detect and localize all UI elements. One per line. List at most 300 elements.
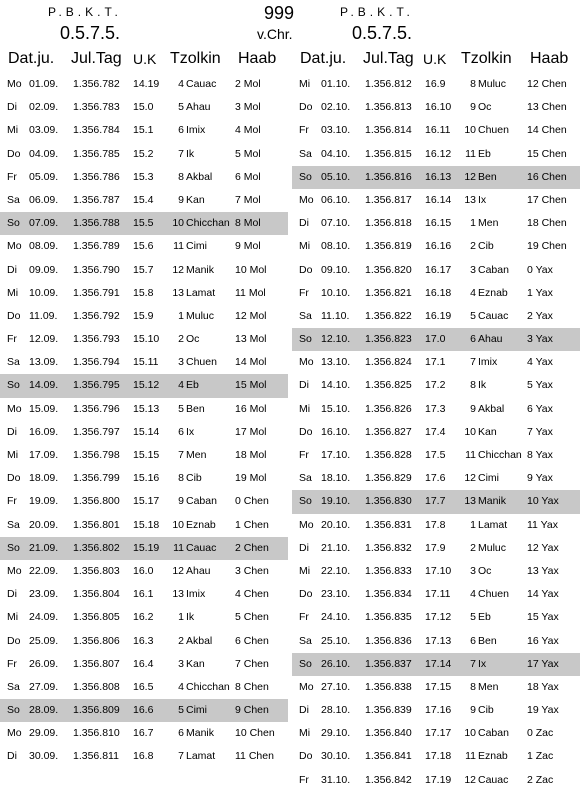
tzolkin-day-cell: Ben <box>478 170 497 183</box>
tzolkin-number-cell: 1 <box>178 309 184 322</box>
date-cell: 09.09. <box>29 263 59 276</box>
weekday-cell: Mo <box>7 78 22 90</box>
tzolkin-number-cell: 3 <box>178 657 184 670</box>
table-row <box>292 583 580 606</box>
uk-cell: 16.9 <box>425 78 446 90</box>
tzolkin-day-cell: Men <box>478 217 499 230</box>
julian-day-cell: 1.356.783 <box>73 101 120 114</box>
haab-cell: 15 Chen <box>527 147 567 160</box>
julian-day-cell: 1.356.815 <box>365 147 412 160</box>
uk-cell: 17.6 <box>425 472 446 485</box>
table-row <box>292 560 580 583</box>
haab-cell: 2 Mol <box>235 78 261 90</box>
date-cell: 18.10. <box>321 472 351 485</box>
uk-cell: 16.14 <box>425 193 452 206</box>
haab-cell: 5 Mol <box>235 147 261 160</box>
haab-cell: 10 Mol <box>235 263 267 276</box>
uk-cell: 16.1 <box>133 588 154 601</box>
weekday-cell: Mo <box>7 402 22 415</box>
weekday-cell: Di <box>7 263 17 276</box>
table-row <box>0 143 288 166</box>
tzolkin-day-cell: Chuen <box>478 588 509 601</box>
julian-day-cell: 1.356.784 <box>73 124 120 137</box>
tzolkin-number-cell: 5 <box>470 309 476 322</box>
julian-day-cell: 1.356.810 <box>73 727 120 740</box>
table-row <box>292 119 580 142</box>
tzolkin-number-cell: 4 <box>178 379 184 392</box>
tzolkin-day-cell: Ahau <box>186 101 211 114</box>
haab-cell: 5 Chen <box>235 611 269 624</box>
weekday-cell: Di <box>299 541 309 554</box>
julian-day-cell: 1.356.795 <box>73 379 120 392</box>
julian-day-cell: 1.356.819 <box>365 240 412 253</box>
date-cell: 03.10. <box>321 124 351 137</box>
tzolkin-number-cell: 13 <box>464 193 476 206</box>
tzolkin-day-cell: Cauac <box>478 309 509 322</box>
tzolkin-number-cell: 7 <box>178 750 184 763</box>
date-cell: 07.09. <box>29 217 59 230</box>
julian-day-cell: 1.356.838 <box>365 680 412 693</box>
uk-cell: 16.3 <box>133 634 154 647</box>
weekday-cell: Mo <box>7 564 22 577</box>
date-cell: 30.09. <box>29 750 59 763</box>
date-cell: 22.09. <box>29 564 59 577</box>
weekday-cell: Do <box>7 309 21 322</box>
tzolkin-number-cell: 9 <box>470 704 476 717</box>
date-cell: 10.09. <box>29 286 59 299</box>
tzolkin-number-cell: 4 <box>178 78 184 90</box>
date-cell: 19.10. <box>321 495 351 508</box>
table-row <box>292 398 580 421</box>
uk-cell: 15.4 <box>133 193 154 206</box>
tzolkin-number-cell: 9 <box>470 402 476 415</box>
date-cell: 12.09. <box>29 333 59 346</box>
julian-day-cell: 1.356.835 <box>365 611 412 624</box>
tzolkin-number-cell: 8 <box>470 78 476 90</box>
uk-cell: 15.3 <box>133 170 154 183</box>
table-row <box>292 745 580 768</box>
tzolkin-day-cell: Caban <box>186 495 217 508</box>
uk-cell: 16.0 <box>133 564 154 577</box>
weekday-cell: Do <box>299 263 313 276</box>
table-row <box>0 676 288 699</box>
tzolkin-number-cell: 5 <box>470 611 476 624</box>
weekday-cell: Mi <box>7 449 19 461</box>
haab-cell: 7 Chen <box>235 657 269 670</box>
table-row <box>0 235 288 258</box>
weekday-cell: So <box>299 657 312 670</box>
julian-day-cell: 1.356.818 <box>365 217 412 230</box>
haab-cell: 18 Yax <box>527 680 559 693</box>
tzolkin-day-cell: Cimi <box>186 704 207 717</box>
julian-day-cell: 1.356.796 <box>73 402 120 415</box>
date-cell: 06.10. <box>321 193 351 206</box>
tzolkin-day-cell: Imix <box>478 356 498 369</box>
tzolkin-number-cell: 7 <box>178 449 184 461</box>
tzolkin-number-cell: 11 <box>173 541 184 554</box>
uk-cell: 17.18 <box>425 750 452 763</box>
table-row <box>0 722 288 745</box>
date-cell: 25.09. <box>29 634 59 647</box>
right-header-uk: U.K <box>423 51 447 67</box>
haab-cell: 9 Yax <box>527 472 553 485</box>
julian-day-cell: 1.356.789 <box>73 240 120 253</box>
tzolkin-day-cell: Ix <box>478 657 487 670</box>
julian-day-cell: 1.356.820 <box>365 263 412 276</box>
weekday-cell: Mi <box>7 286 19 299</box>
tzolkin-number-cell: 5 <box>178 704 184 717</box>
table-row <box>292 305 580 328</box>
tzolkin-number-cell: 10 <box>464 124 476 137</box>
julian-day-cell: 1.356.836 <box>365 634 412 647</box>
left-header-date: Dat.ju. <box>8 50 55 67</box>
table-row <box>292 630 580 653</box>
weekday-cell: Fr <box>299 286 309 299</box>
tzolkin-number-cell: 12 <box>464 472 476 485</box>
julian-day-cell: 1.356.791 <box>73 286 120 299</box>
tzolkin-day-cell: Oc <box>186 333 200 346</box>
year-label: 999 <box>264 3 295 23</box>
uk-cell: 15.10 <box>133 333 160 346</box>
table-row <box>292 676 580 699</box>
weekday-cell: Mo <box>299 193 314 206</box>
date-cell: 07.10. <box>321 217 351 230</box>
tzolkin-number-cell: 5 <box>178 402 184 415</box>
haab-cell: 13 Yax <box>527 564 559 577</box>
haab-cell: 11 Yax <box>527 518 558 531</box>
haab-cell: 8 Yax <box>527 449 553 461</box>
table-row <box>0 490 288 513</box>
uk-cell: 16.15 <box>425 217 452 230</box>
weekday-cell: Di <box>299 217 309 230</box>
weekday-cell: Mo <box>299 518 314 531</box>
tzolkin-number-cell: 11 <box>465 147 476 160</box>
julian-day-cell: 1.356.839 <box>365 704 412 717</box>
haab-cell: 10 Chen <box>235 727 275 740</box>
table-row <box>0 398 288 421</box>
weekday-cell: So <box>299 495 312 508</box>
table-row <box>292 189 580 212</box>
table-row <box>0 189 288 212</box>
tzolkin-day-cell: Kan <box>478 425 497 438</box>
date-cell: 26.10. <box>321 657 351 670</box>
julian-day-cell: 1.356.799 <box>73 472 120 485</box>
weekday-cell: Fr <box>7 170 17 183</box>
tzolkin-day-cell: Kan <box>186 193 205 206</box>
era-label: v.Chr. <box>257 26 293 42</box>
julian-day-cell: 1.356.828 <box>365 449 412 461</box>
tzolkin-day-cell: Cauac <box>478 773 509 786</box>
table-row <box>292 722 580 745</box>
tzolkin-day-cell: Eznab <box>186 518 216 531</box>
uk-cell: 17.8 <box>425 518 446 531</box>
tzolkin-day-cell: Eb <box>186 379 199 392</box>
haab-cell: 1 Zac <box>527 750 554 763</box>
haab-cell: 2 Chen <box>235 541 269 554</box>
haab-cell: 19 Mol <box>235 472 267 485</box>
tzolkin-number-cell: 3 <box>470 263 476 276</box>
haab-cell: 2 Yax <box>527 309 553 322</box>
tzolkin-day-cell: Chicchan <box>186 680 230 693</box>
tzolkin-number-cell: 1 <box>178 611 184 624</box>
julian-day-cell: 1.356.788 <box>73 217 120 230</box>
weekday-cell: Mi <box>7 611 19 624</box>
left-period-label: P.B.K.T. <box>48 5 122 19</box>
julian-day-cell: 1.356.806 <box>73 634 120 647</box>
weekday-cell: Fr <box>299 449 309 461</box>
weekday-cell: Mi <box>299 564 311 577</box>
julian-day-cell: 1.356.794 <box>73 356 120 369</box>
weekday-cell: Mi <box>299 727 311 740</box>
tzolkin-day-cell: Manik <box>478 495 507 508</box>
date-cell: 02.09. <box>29 101 59 114</box>
haab-cell: 6 Mol <box>235 170 261 183</box>
table-row <box>292 73 580 96</box>
uk-cell: 17.16 <box>425 704 452 717</box>
weekday-cell: Do <box>299 425 313 438</box>
julian-day-cell: 1.356.792 <box>73 309 120 322</box>
tzolkin-number-cell: 8 <box>470 680 476 693</box>
table-row <box>292 444 580 467</box>
date-cell: 13.09. <box>29 356 59 369</box>
left-header-tzolkin: Tzolkin <box>170 50 221 67</box>
date-cell: 08.09. <box>29 240 59 253</box>
weekday-cell: Di <box>7 101 17 114</box>
date-cell: 17.09. <box>29 449 59 461</box>
weekday-cell: So <box>299 170 312 183</box>
haab-cell: 13 Chen <box>527 101 567 114</box>
date-cell: 20.10. <box>321 518 351 531</box>
table-row <box>292 96 580 119</box>
julian-day-cell: 1.356.811 <box>73 750 119 763</box>
table-row <box>0 630 288 653</box>
tzolkin-number-cell: 3 <box>178 356 184 369</box>
julian-day-cell: 1.356.842 <box>365 773 412 786</box>
haab-cell: 19 Yax <box>527 704 559 717</box>
tzolkin-day-cell: Men <box>478 680 499 693</box>
tzolkin-day-cell: Imix <box>186 588 206 601</box>
tzolkin-number-cell: 7 <box>178 147 184 160</box>
date-cell: 02.10. <box>321 101 351 114</box>
date-cell: 09.10. <box>321 263 351 276</box>
weekday-cell: Di <box>7 425 17 438</box>
uk-cell: 16.17 <box>425 263 452 276</box>
julian-day-cell: 1.356.817 <box>365 193 412 206</box>
uk-cell: 16.7 <box>133 727 154 740</box>
table-row <box>292 514 580 537</box>
uk-cell: 15.0 <box>133 101 154 114</box>
haab-cell: 7 Yax <box>527 425 553 438</box>
julian-day-cell: 1.356.825 <box>365 379 412 392</box>
tzolkin-number-cell: 11 <box>465 750 476 763</box>
haab-cell: 17 Mol <box>235 425 267 438</box>
weekday-cell: Sa <box>299 472 312 485</box>
table-row <box>292 143 580 166</box>
weekday-cell: Do <box>7 634 21 647</box>
weekday-cell: So <box>299 333 312 346</box>
uk-cell: 17.17 <box>425 727 452 740</box>
table-row <box>0 119 288 142</box>
julian-day-cell: 1.356.782 <box>73 78 120 90</box>
uk-cell: 17.14 <box>425 657 452 670</box>
table-row <box>0 514 288 537</box>
uk-cell: 15.7 <box>133 263 154 276</box>
julian-day-cell: 1.356.837 <box>365 657 412 670</box>
haab-cell: 4 Yax <box>527 356 553 369</box>
weekday-cell: Do <box>299 588 313 601</box>
tzolkin-number-cell: 2 <box>178 634 184 647</box>
weekday-cell: Sa <box>299 634 312 647</box>
tzolkin-day-cell: Cimi <box>186 240 207 253</box>
date-cell: 23.10. <box>321 588 351 601</box>
uk-cell: 17.9 <box>425 541 446 554</box>
weekday-cell: Sa <box>299 309 312 322</box>
weekday-cell: Mo <box>7 727 22 740</box>
october-column <box>292 73 580 792</box>
julian-day-cell: 1.356.830 <box>365 495 412 508</box>
julian-day-cell: 1.356.823 <box>365 333 412 346</box>
tzolkin-number-cell: 4 <box>470 588 476 601</box>
date-cell: 13.10. <box>321 356 351 369</box>
julian-day-cell: 1.356.833 <box>365 564 412 577</box>
table-row <box>292 490 580 513</box>
uk-cell: 15.18 <box>133 518 160 531</box>
haab-cell: 6 Yax <box>527 402 553 415</box>
tzolkin-day-cell: Manik <box>186 263 215 276</box>
date-cell: 06.09. <box>29 193 59 206</box>
table-row <box>0 444 288 467</box>
uk-cell: 16.19 <box>425 309 452 322</box>
haab-cell: 8 Mol <box>235 217 261 230</box>
tzolkin-day-cell: Muluc <box>478 541 507 554</box>
weekday-cell: So <box>7 541 20 554</box>
table-row <box>292 282 580 305</box>
tzolkin-day-cell: Ahau <box>186 564 211 577</box>
weekday-cell: Sa <box>7 356 20 369</box>
uk-cell: 15.13 <box>133 402 160 415</box>
uk-cell: 15.2 <box>133 147 154 160</box>
uk-cell: 15.12 <box>133 379 160 392</box>
tzolkin-number-cell: 6 <box>178 124 184 137</box>
julian-day-cell: 1.356.808 <box>73 680 120 693</box>
tzolkin-day-cell: Eb <box>478 611 491 624</box>
uk-cell: 17.15 <box>425 680 452 693</box>
weekday-cell: Sa <box>7 680 20 693</box>
left-header-uk: U.K <box>133 51 157 67</box>
date-cell: 14.09. <box>29 379 59 392</box>
uk-cell: 16.5 <box>133 680 154 693</box>
table-row <box>292 606 580 629</box>
weekday-cell: Do <box>7 472 21 485</box>
julian-day-cell: 1.356.798 <box>73 449 120 461</box>
tzolkin-day-cell: Cib <box>478 704 494 717</box>
haab-cell: 13 Mol <box>235 333 267 346</box>
date-cell: 28.10. <box>321 704 351 717</box>
tzolkin-number-cell: 12 <box>172 263 184 276</box>
table-row <box>292 467 580 490</box>
date-cell: 11.10. <box>321 309 350 322</box>
weekday-cell: Di <box>299 704 309 717</box>
weekday-cell: Mi <box>7 124 19 137</box>
tzolkin-number-cell: 12 <box>464 773 476 786</box>
tzolkin-day-cell: Eznab <box>478 750 508 763</box>
date-cell: 08.10. <box>321 240 351 253</box>
weekday-cell: Mo <box>299 680 314 693</box>
tzolkin-day-cell: Ben <box>186 402 205 415</box>
table-row <box>292 259 580 282</box>
julian-day-cell: 1.356.803 <box>73 564 120 577</box>
table-row <box>0 305 288 328</box>
table-row <box>292 328 580 351</box>
uk-cell: 15.14 <box>133 425 160 438</box>
uk-cell: 15.15 <box>133 449 160 461</box>
julian-day-cell: 1.356.812 <box>365 78 412 90</box>
uk-cell: 15.6 <box>133 240 154 253</box>
julian-day-cell: 1.356.809 <box>73 704 120 717</box>
tzolkin-day-cell: Chicchan <box>186 217 230 230</box>
uk-cell: 16.4 <box>133 657 154 670</box>
date-cell: 22.10. <box>321 564 351 577</box>
haab-cell: 4 Chen <box>235 588 269 601</box>
uk-cell: 16.16 <box>425 240 452 253</box>
julian-day-cell: 1.356.801 <box>73 518 120 531</box>
julian-day-cell: 1.356.786 <box>73 170 120 183</box>
table-row <box>292 537 580 560</box>
tzolkin-number-cell: 1 <box>470 518 476 531</box>
weekday-cell: Fr <box>299 124 309 137</box>
table-row <box>292 351 580 374</box>
weekday-cell: Mo <box>7 240 22 253</box>
tzolkin-number-cell: 7 <box>470 657 476 670</box>
tzolkin-number-cell: 12 <box>464 170 476 183</box>
tzolkin-day-cell: Cib <box>186 472 202 485</box>
date-cell: 04.10. <box>321 147 351 160</box>
weekday-cell: Di <box>7 750 17 763</box>
tzolkin-number-cell: 12 <box>172 564 184 577</box>
tzolkin-number-cell: 5 <box>178 101 184 114</box>
uk-cell: 17.13 <box>425 634 452 647</box>
weekday-cell: Do <box>299 750 313 763</box>
tzolkin-day-cell: Cauac <box>186 78 217 90</box>
tzolkin-day-cell: Men <box>186 449 207 461</box>
table-row <box>0 166 288 189</box>
weekday-cell: Do <box>299 101 313 114</box>
tzolkin-number-cell: 6 <box>470 333 476 346</box>
tzolkin-day-cell: Ix <box>478 193 487 206</box>
weekday-cell: Fr <box>299 773 309 786</box>
uk-cell: 17.19 <box>425 773 452 786</box>
julian-day-cell: 1.356.800 <box>73 495 120 508</box>
table-row <box>0 259 288 282</box>
haab-cell: 9 Mol <box>235 240 261 253</box>
tzolkin-number-cell: 11 <box>173 240 184 253</box>
haab-cell: 1 Chen <box>235 518 269 531</box>
date-cell: 20.09. <box>29 518 59 531</box>
haab-cell: 3 Yax <box>527 333 553 346</box>
julian-day-cell: 1.356.831 <box>365 518 412 531</box>
date-cell: 05.09. <box>29 170 59 183</box>
date-cell: 26.09. <box>29 657 59 670</box>
tzolkin-day-cell: Ik <box>478 379 487 392</box>
haab-cell: 12 Chen <box>527 78 567 90</box>
julian-day-cell: 1.356.829 <box>365 472 412 485</box>
haab-cell: 3 Chen <box>235 564 269 577</box>
tzolkin-number-cell: 8 <box>178 170 184 183</box>
uk-cell: 16.10 <box>425 101 452 114</box>
uk-cell: 17.12 <box>425 611 452 624</box>
table-row <box>0 282 288 305</box>
haab-cell: 15 Yax <box>527 611 559 624</box>
